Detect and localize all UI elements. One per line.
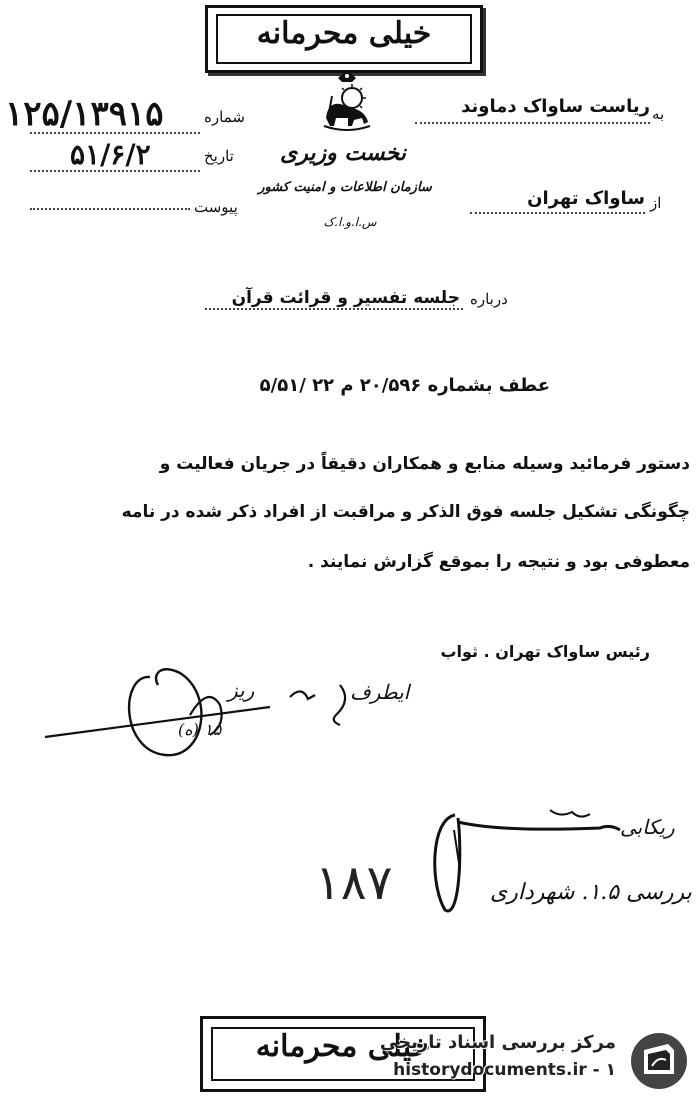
from-dotted-line <box>470 212 645 214</box>
annotation-referral: بررسی ۱.۵. شهرداری <box>490 880 692 905</box>
emblem-abbreviation: س.ا.و.ا.ک <box>323 215 377 229</box>
subject-dotted-line <box>205 308 463 310</box>
signature-note-3: (ه) ۱۵ <box>178 720 222 739</box>
signature-scrawl-icon <box>40 655 360 765</box>
signature-note-2: ریز <box>228 678 255 702</box>
signature-note-1: ایطرف <box>350 680 410 704</box>
number-label: شماره <box>204 108 245 126</box>
annotation-name: ریکابی <box>620 815 675 839</box>
body-line-1: دستور فرمائید وسیله منابع و همکاران دقیقاً در جریان فعالیت و <box>159 454 690 474</box>
body-line-3: معطوفی بود و نتیجه را بموقع گزارش نمایند . <box>307 552 690 572</box>
to-dotted-line <box>415 122 650 124</box>
body-line-2: چگونگی تشکیل جلسه فوق الذکر و مراقبت از افراد ذکر شده در نامه <box>121 502 690 522</box>
emblem-title: نخست وزیری <box>280 140 406 166</box>
from-value: ساواک تهران <box>527 188 645 209</box>
from-label: از <box>650 194 662 212</box>
watermark-url: historydocuments.ir - ۱ <box>393 1060 616 1080</box>
subject-value: جلسه تفسیر و قرائت قرآن <box>231 288 460 308</box>
stamp-text: خیلی محرمانه <box>255 1029 431 1064</box>
attachment-label: پیوست <box>194 198 238 216</box>
to-label: به <box>652 105 665 123</box>
to-value: ریاست ساواک دماوند <box>461 96 650 117</box>
top-classification-stamp <box>205 5 483 73</box>
lion-and-sun-emblem-icon <box>318 68 376 138</box>
signatory-title: رئیس ساواک تهران . ثواب <box>440 642 650 661</box>
annotation-signature-icon <box>400 790 630 930</box>
emblem-subtitle: سازمان اطلاعات و امنیت کشور <box>258 180 432 195</box>
archive-watermark <box>379 1026 694 1102</box>
number-value: ۱۲۵/۱۳۹۱۵ <box>5 94 164 134</box>
stamp-text: خیلی محرمانه <box>256 16 432 51</box>
archive-logo-icon <box>628 1030 690 1092</box>
date-label: تاریخ <box>204 147 234 165</box>
date-dotted-line <box>30 170 200 172</box>
subject-label: درباره <box>470 290 508 308</box>
number-dotted-line <box>30 132 200 134</box>
reference-line: عطف بشماره ۲۰/۵۹۶ م ۲۲ /۵/۵۱ <box>259 375 550 396</box>
date-value: ۵۱/۶/۲ <box>70 138 151 171</box>
attachment-dotted-line <box>30 208 190 210</box>
annotation-number: ۱۸۷ <box>315 855 393 911</box>
watermark-title: مرکز بررسی اسناد تاریخی <box>379 1032 616 1053</box>
